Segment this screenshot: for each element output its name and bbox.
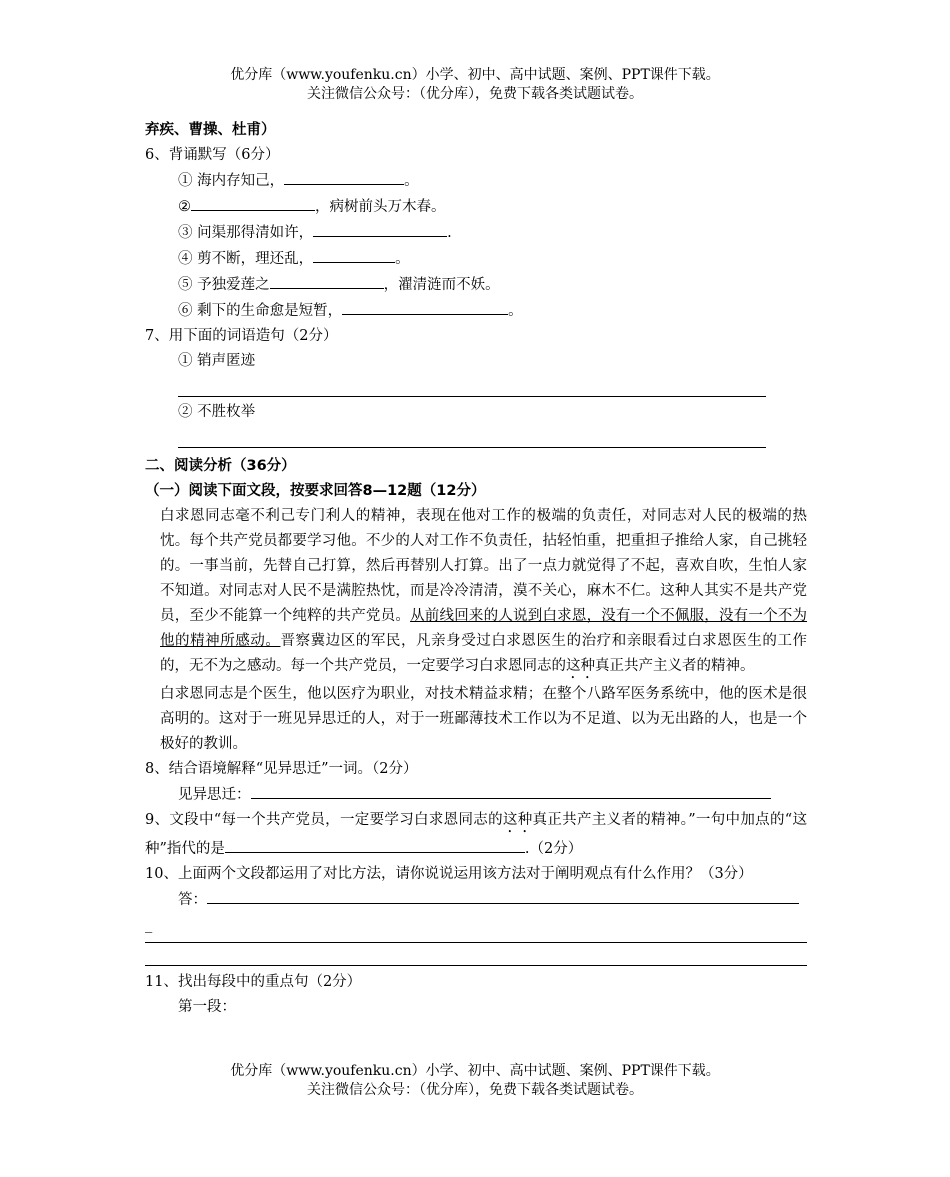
passage-p1-underlined: 从前线回来的人说到白求恩，没有一个不佩服，没有一个不为他的精神所感动。 (160, 608, 808, 649)
q6-item-3-blank[interactable] (313, 220, 447, 237)
q7-item-1-answer-line[interactable] (178, 374, 766, 397)
q10-title: 10、上面两个文段都运用了对比方法，请你说说运用该方法对于阐明观点有什么作用？（3分） (145, 866, 753, 882)
q11-first-paragraph-label: 第一段： (178, 999, 236, 1015)
section-2-title: 二、阅读分析（36分） (145, 458, 296, 474)
q6-item-6-end: 。 (508, 303, 523, 319)
q8-label: 见异思迁： (178, 787, 251, 803)
q7-item-1-answer (145, 374, 807, 397)
section-2-sub-1: （一）阅读下面文段，按要求回答8—12题（12分） (145, 483, 486, 499)
q10-answer-row (145, 887, 807, 913)
q6-item-4-text: ④ 剪不断，理还乱， (178, 251, 314, 267)
q6-item-2-end: ，病树前头万木春。 (315, 199, 446, 215)
q8-answer-line[interactable] (251, 782, 771, 799)
carryover-text: 弃疾、曹操、杜甫） (145, 122, 276, 138)
q6-item-1 (145, 168, 807, 194)
q10-label: 答： (178, 892, 207, 908)
q6-item-5-blank[interactable] (270, 272, 384, 289)
q9-text-c: .（2分） (524, 841, 583, 857)
q9-dotted: 这种 (502, 812, 533, 828)
q6-item-5-text: ⑤ 予独爱莲之 (178, 277, 270, 293)
footer-line-2: 关注微信公众号：（优分库），免费下载各类试题试卷。 (307, 1082, 643, 1098)
header-line-2: 关注微信公众号：（优分库），免费下载各类试题试卷。 (307, 86, 643, 102)
q10-answer-line-1[interactable] (207, 887, 799, 904)
q9-text-a: 9、文段中“每一个共产党员，一定要学习白求恩同志的 (145, 812, 503, 828)
q6-item-6 (145, 298, 807, 324)
q6-item-5-end: ，濯清涟而不妖。 (383, 277, 500, 293)
q7-item-2: ② 不胜枚举 (178, 404, 256, 420)
q10-answer-line-3[interactable] (145, 943, 807, 966)
q9-question (145, 808, 807, 862)
passage-p1-text-c: 真正共产主义者的精神。 (595, 658, 755, 674)
passage-paragraph-1 (145, 504, 807, 682)
q6-item-5 (145, 272, 807, 298)
passage-p1-text-b: 晋察冀边区的军民，凡亲身受过白求恩医生的治疗和亲眼看过白求恩医生的工作的，无不为之感动。每一个共产党员，一定要学习白求恩同志的 (160, 633, 808, 674)
q9-answer-line[interactable] (225, 836, 525, 853)
q11-title: 11、找出每段中的重点句（2分） (145, 974, 362, 990)
q6-item-3-text: ③ 问渠那得清如许， (178, 225, 314, 241)
q7-item-1: ① 销声匿迹 (178, 353, 256, 369)
q6-item-2 (145, 194, 807, 220)
page-header (0, 66, 950, 104)
q7-item-2-answer (145, 425, 807, 448)
q6-item-4 (145, 246, 807, 272)
passage-p1-dotted: 这种 (566, 658, 595, 674)
q6-title: 6、背诵默写（6分） (145, 147, 280, 163)
q7-item-2-answer-line[interactable] (178, 425, 766, 448)
q9-text-b: 真正共产主义者的精神。”一句中加点的“这种”指代的是 (145, 812, 808, 857)
passage-p1-text-a: 白求恩同志毫不利己专门利人的精神，表现在他对工作的极端的负责任，对同志对人民的极端的热忱。每个共产党员都要学习他。不少的人对工作不负责任，拈轻怕重，把重担子推给人家，自己挑轻的。一事当前，先替自己打算，然后再替别人打算。出了一点力就觉得了不起，喜欢自吹，生怕人家不知道。对同志对人民不是满腔热忱，而是冷冷清清，漠不关心，麻木不仁。这种人其实不是共产党员，至少不能算一个纯粹的共产党员。 (160, 508, 807, 624)
footer-line-1: 优分库（www.youfenku.cn）小学、初中、高中试题、案例、PPT课件下载。 (230, 1063, 720, 1079)
q6-item-2-text: ② (178, 199, 191, 215)
q6-item-2-blank[interactable] (191, 194, 315, 211)
header-line-1: 优分库（www.youfenku.cn）小学、初中、高中试题、案例、PPT课件下载。 (230, 67, 720, 83)
q6-item-4-end: 。 (395, 251, 410, 267)
q8-answer-row (145, 782, 807, 808)
page-footer (0, 1062, 950, 1100)
q6-item-6-blank[interactable] (342, 298, 508, 315)
q6-item-1-text: ① 海内存知己， (178, 173, 285, 189)
exam-content (145, 118, 807, 1020)
passage-paragraph-2: 白求恩同志是个医生，他以医疗为职业，对技术精益求精；在整个八路军医务系统中，他的医术是很高明的。这对于一班见异思迁的人，对于一班鄙薄技术工作以为不足道、以为无出路的人，也是一个极好的教训。 (160, 686, 807, 752)
q8-title: 8、结合语境解释“见异思迁”一词。（2分） (145, 761, 418, 777)
q6-item-4-blank[interactable] (313, 246, 395, 263)
q6-item-6-text: ⑥ 剩下的生命愈是短暂， (178, 303, 343, 319)
q6-item-1-end: 。 (404, 173, 419, 189)
q6-item-1-blank[interactable] (284, 168, 404, 185)
q6-item-3-end: . (447, 225, 452, 241)
q6-item-3 (145, 220, 807, 246)
q10-stray-mark: _ (145, 917, 153, 933)
q7-title: 7、用下面的词语造句（2分） (145, 328, 338, 344)
